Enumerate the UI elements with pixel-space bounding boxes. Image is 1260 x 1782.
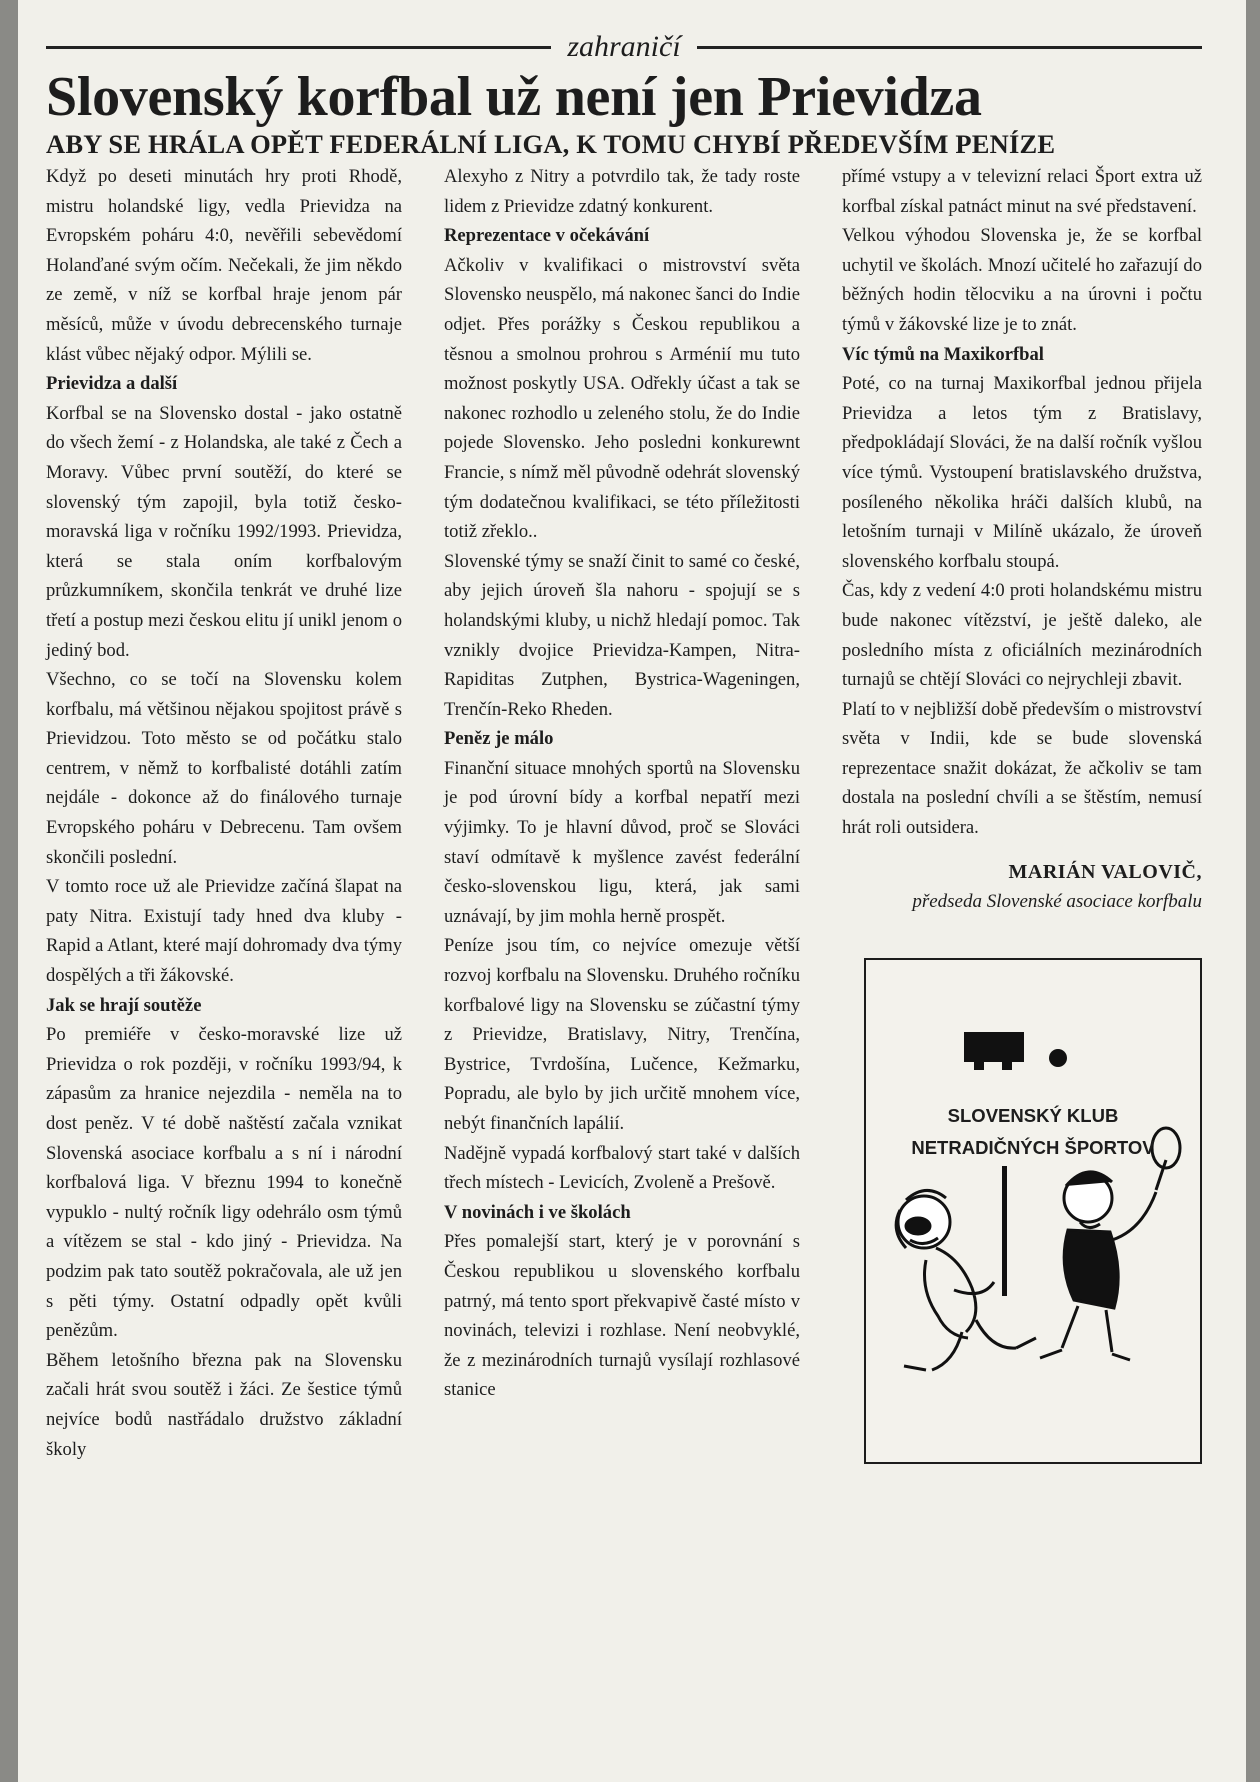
signpost-board <box>964 1032 1024 1062</box>
column-3-body <box>842 162 1202 843</box>
ball-icon <box>1049 1049 1067 1067</box>
article-paragraph: přímé vstupy a v televizní relaci Šport extra už korfbal získal patnáct minut na své představení. <box>842 166 1202 217</box>
club-name-line-2: NETRADIČNÝCH ŠPORTOV <box>911 1136 1155 1158</box>
article-paragraph: Ačkoliv v kvalifikaci o mistrovství světa Slovensko neuspělo, má nakonec šanci do Indie odjet. Přes porážky s Českou republikou a těsnou a smolnou prohrou s Arménií mu tuto možnost poskytly USA. Odřekly účast a tak se nakonec rozhodlo u zeleného stolu, že do Indie pojede Slovensko. Jeho posledni konkurewnt Francie, s nímž měl původně odehrát slovenský tým dodatečnou kvalifikaci, se této příležitosti totiž zřeklo.. <box>444 254 800 543</box>
article-paragraph: Finanční situace mnohých sportů na Slovensku je pod úrovní bídy a korfbal nepatří mezi výjimky. To je hlavní důvod, proč se Slováci staví odmítavě k myšlence zavést federální česko-slovenskou ligu, která, jak sami uznávají, by jim mohla herně prospět. <box>444 757 800 927</box>
rubric-rule-left <box>46 46 551 49</box>
article-paragraph: Platí to v nejbližší době především o mistrovství světa v Indii, kde se bude slovenská reprezentace snažit dokázat, že ačkoliv se tam dostala na poslední chvíli a se štěstím, nemusí hrát roli outsidera. <box>842 698 1202 839</box>
article-paragraph: Velkou výhodou Slovenska je, že se korfbal uchytil ve školách. Mnozí učitelé ho zařazují do běžných hodin tělocviku a na úrovni i počtu týmů v žákovské lize je to znát. <box>842 225 1202 335</box>
section-subheading: Jak se hrají soutěže <box>46 994 202 1016</box>
article-columns <box>46 162 1202 1464</box>
section-subheading: Peněz je málo <box>444 728 554 750</box>
subheadline: ABY SE HRÁLA OPĚT FEDERÁLNÍ LIGA, K TOMU CHYBÍ PŘEDEVŠÍM PENÍZE <box>46 129 1056 159</box>
signpost-pole <box>1002 1166 1007 1296</box>
author-role: předseda Slovenské asociace korfbalu <box>912 890 1202 912</box>
article-paragraph: Po premiéře v česko-moravské lize už Prievidza o rok později, v ročníku 1993/94, k zápasům za hranice nejezdila - neměla na to dost peněz. V té době naštěstí začala vznikat Slovenská asociace korfbalu a s ní i národní korfbalová liga. V březnu 1994 to konečně vypuklo - nultý ročník ligy odehrálo osm týmů a vítězem se stal - kdo jiný - Prievidza. Na podzim pak tato soutěž pokračovala, ale už jen s pěti týmy. Ostatní odpadly opět kvůli penězům. <box>46 1024 402 1342</box>
club-logo <box>864 958 1202 1464</box>
author-name: MARIÁN VALOVIČ, <box>1008 860 1202 883</box>
rubric-rule-right <box>697 46 1202 49</box>
section-subheading: V novinách i ve školách <box>444 1201 631 1223</box>
article-paragraph: Poté, co na turnaj Maxikorfbal jednou přijela Prievidza a letos tým z Bratislavy, předpokládají Slováci, že na další ročník vyšlou více týmů. Vystoupení bratislavského družstva, posíleného několika hráči dalších klubů, na letošním turnaji v Milíně ukázalo, že úroveň slovenského korfbalu stoupá. <box>842 373 1202 572</box>
section-label: zahraničí <box>567 30 681 63</box>
club-name <box>866 1100 1200 1164</box>
article-paragraph: Čas, kdy z vedení 4:0 proti holandskému mistru bude nakonec vítězství, je ještě daleko, ale posledního místa z oficiálních mezinárodních turnajů se chtějí Slováci co nejrychleji zbavit. <box>842 580 1202 691</box>
article-column-3 <box>842 162 1202 1464</box>
article-paragraph: Peníze jsou tím, co nejvíce omezuje větší rozvoj korfbalu na Slovensku. Druhého ročníku korfbalové ligy na Slovensku se zúčastní týmy z Prievidze, Bratislavy, Nitry, Trenčína, Bystrice, Tvrdošína, Lučence, Kežmarku, Popradu, ale bylo by jich určitě mnohem více, nebýt finančních lapálií. <box>444 935 800 1134</box>
section-subheading: Víc týmů na Maxikorfbal <box>842 343 1044 365</box>
section-subheading: Prievidza a další <box>46 373 178 395</box>
article-paragraph: Alexyho z Nitry a potvrdilo tak, že tady roste lidem z Prievidze zdatný konkurent. <box>444 166 800 217</box>
article-paragraph: Nadějně vypadá korfbalový start také v dalších třech místech - Levicích, Zvoleně a Prešově. <box>444 1142 800 1194</box>
article-paragraph: Všechno, co se točí na Slovensku kolem korfbalu, má většinou nějakou spojitost právě s Prievidzou. Toto město se od počátku stalo centrem, v němž to korfbalisté dotáhli zatím nejdále - dokonce až do finálového turnaje Evropského poháru v Debrecenu. Tam ovšem skončili poslední. <box>46 669 402 868</box>
article-paragraph: V tomto roce už ale Prievidze začíná šlapat na paty Nitra. Existují tady hned dva kluby - Rapid a Atlant, které mají dohromady dva týmy dospělých a tři žákovské. <box>46 876 402 987</box>
player-figure-left-icon <box>896 1190 1036 1370</box>
article-paragraph: Slovenské týmy se snaží činit to samé co české, aby jejich úroveň šla nahoru - spojují se s holandskými kluby, u nichž hledají pomoc. Tak vznikly dvojice Prievidza-Kampen, Nitra-Rapiditas Zutphen, Bystrica-Wageningen, Trenčín-Reko Rheden. <box>444 550 800 720</box>
section-rubric <box>46 30 1202 64</box>
article-column-1 <box>46 162 402 1464</box>
article-paragraph: Přes pomalejší start, který je v porovnání s Českou republikou u slovenského korfbalu patrný, má tento sport překvapivě časté místo v novinách, televizi i rozhlase. Není neobvyklé, že z mezinárodních turnajů vysílají rozhlasové stanice <box>444 1231 800 1401</box>
newspaper-page <box>18 0 1246 1782</box>
club-logo-drawing <box>866 960 1200 1462</box>
article-paragraph: Když po deseti minutách hry proti Rhodě, mistru holandské ligy, vedla Prievidza na Evropském poháru 4:0, nevěřili sebevědomí Holanďané svým očím. Nečekali, že jim někdo ze země, v níž se korfbal hraje jenom pár měsíců, může v úvodu debrecenského turnaje klást vůbec nějaký odpor. Mýlili se. <box>46 166 402 365</box>
article-paragraph: Korfbal se na Slovensko dostal - jako ostatně do všech žemí - z Holandska, ale také z Čech a Moravy. Vůbec první soutěží, do které se slovenský tým zapojil, byla totiž česko-moravská liga v ročníku 1992/1993. Prievidza, která se stala oním korfbalovým průzkumníkem, skončila tenkrát ve druhé lize třetí a postup mezi českou elitu jí unikl jenom o jediný bod. <box>46 402 402 661</box>
article-column-2 <box>444 162 800 1464</box>
byline <box>842 857 1202 916</box>
headline: Slovenský korfbal už není jen Prievidza <box>46 66 982 128</box>
article-paragraph: Během letošního března pak na Slovensku začali hrát svou soutěž i žáci. Ze šestice týmů nejvíce bodů nastřádalo družstvo základní školy <box>46 1349 402 1460</box>
section-subheading: Reprezentace v očekávání <box>444 225 650 247</box>
club-name-line-1: SLOVENSKÝ KLUB <box>947 1104 1119 1126</box>
